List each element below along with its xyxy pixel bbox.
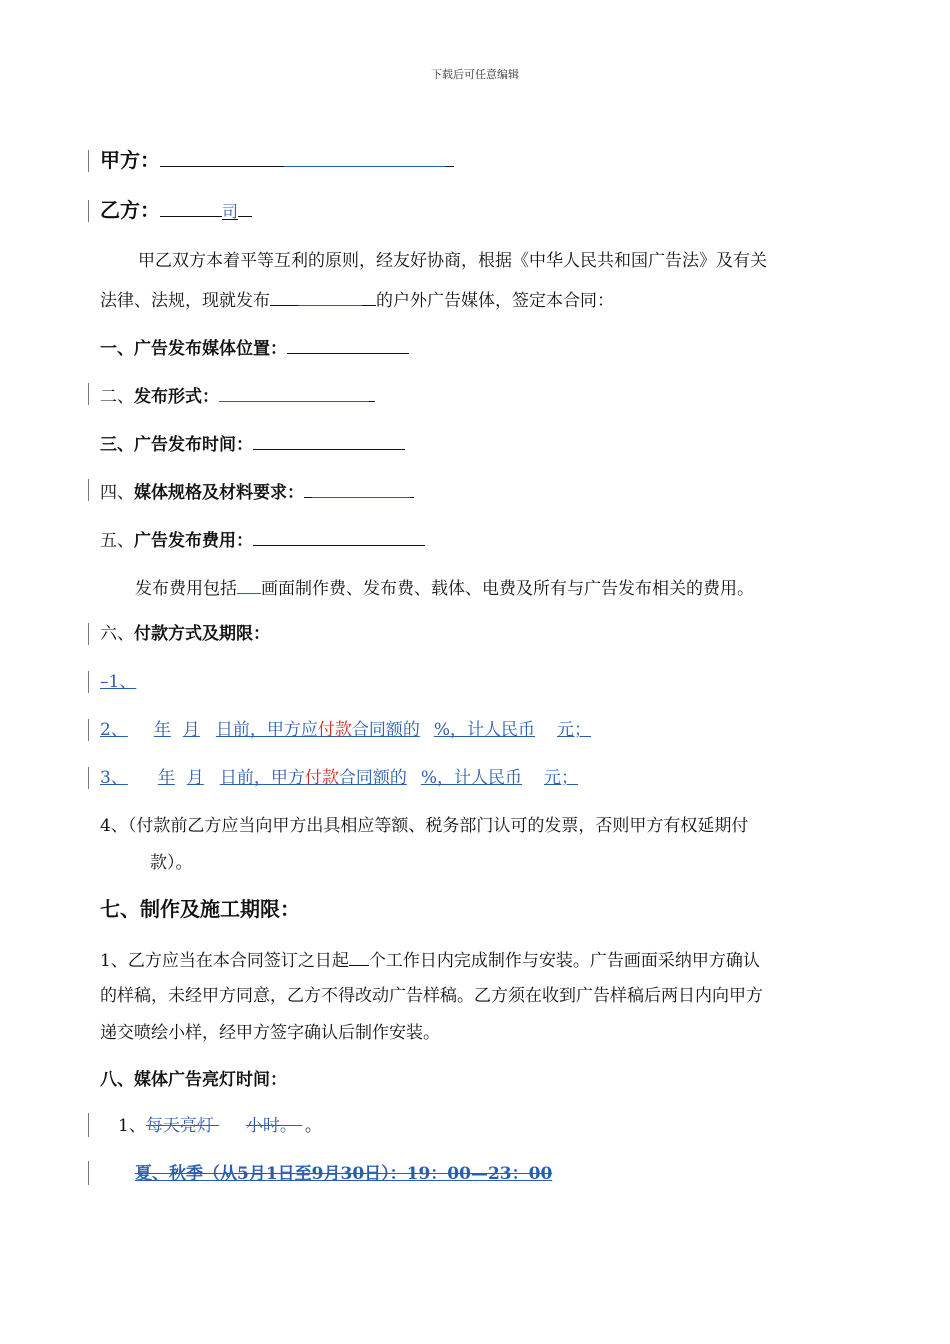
- party-a-line: [100, 148, 454, 171]
- fee-blank[interactable]: [253, 527, 425, 546]
- payment-item-4-line-1: 4、（付款前乙方应当向甲方出具相应等额、税务部门认可的发票，否则甲方有权延期付: [100, 816, 749, 836]
- section-1-heading: 一、广告发布媒体位置：: [100, 335, 409, 360]
- section-4-heading: 四、媒体规格及材料要求：: [100, 479, 414, 504]
- party-b-line: [100, 198, 252, 221]
- party-a-inserted-blank[interactable]: [284, 148, 446, 167]
- workdays-blank[interactable]: [349, 947, 369, 966]
- change-bar: [88, 767, 89, 789]
- change-bar: [88, 200, 89, 222]
- change-bar: [88, 1113, 89, 1137]
- change-bar: [88, 479, 89, 501]
- payment-item-1: –1、: [100, 672, 137, 692]
- page-header: 下载后可任意编辑: [431, 68, 519, 81]
- party-b-value: 司: [222, 202, 239, 221]
- lighting-item-1: 1、每天亮灯 小时。 。: [118, 1116, 322, 1136]
- change-bar: [88, 383, 89, 405]
- change-bar: [88, 671, 89, 693]
- spec-blank[interactable]: [312, 479, 410, 498]
- time-blank[interactable]: [253, 431, 405, 450]
- party-a-blank[interactable]: [160, 148, 284, 167]
- change-bar: [88, 623, 89, 645]
- section-5-heading: 五、广告发布费用：: [100, 527, 425, 552]
- change-bar: [88, 719, 89, 741]
- payment-item-3: 3、 年 月 日前，甲方付款合同额的 %，计人民币 元；: [100, 768, 578, 788]
- section-2-heading: 二、发布形式：: [100, 383, 375, 408]
- payment-item-2: 2、 年 月 日前，甲方应付款合同额的 %，计人民币 元；: [100, 720, 591, 740]
- media-name-blank[interactable]: [298, 287, 362, 306]
- section-7-para-line-2: 的样稿，未经甲方同意，乙方不得改动广告样稿。乙方须在收到广告样稿后两日内向甲方: [100, 986, 763, 1006]
- section-7-para-line-1: 1、乙方应当在本合同签订之日起 个工作日内完成制作与安装。广告画面采纳甲方确认: [100, 947, 760, 972]
- party-b-blank[interactable]: [160, 198, 222, 217]
- summer-autumn-hours: 夏、秋季（从5月1日至9月30日）：19：00—23：00: [135, 1164, 553, 1184]
- section-7-para-line-3: 递交喷绘小样，经甲方签字确认后制作安装。: [100, 1023, 440, 1043]
- party-b-label: 乙方：: [100, 198, 160, 222]
- fee-description: 发布费用包括 画面制作费、发布费、载体、电费及所有与广告发布相关的费用。: [135, 575, 754, 600]
- location-blank[interactable]: [287, 335, 409, 354]
- section-3-heading: 三、广告发布时间：: [100, 431, 405, 456]
- section-8-heading: 八、媒体广告亮灯时间：: [100, 1070, 287, 1090]
- section-7-heading: 七、制作及施工期限：: [100, 897, 300, 921]
- section-6-heading: 六、付款方式及期限：: [100, 624, 270, 644]
- intro-line-2: 法律、法规，现就发布 的户外广告媒体，签定本合同：: [100, 287, 614, 312]
- payment-item-4-line-2: 款）。: [150, 853, 193, 873]
- party-a-label: 甲方：: [100, 148, 160, 172]
- change-bar: [88, 150, 89, 172]
- change-bar: [88, 1161, 89, 1185]
- form-blank[interactable]: [219, 383, 359, 402]
- intro-line-1: 甲乙双方本着平等互利的原则，经友好协商，根据《中华人民共和国广告法》及有关: [138, 251, 767, 271]
